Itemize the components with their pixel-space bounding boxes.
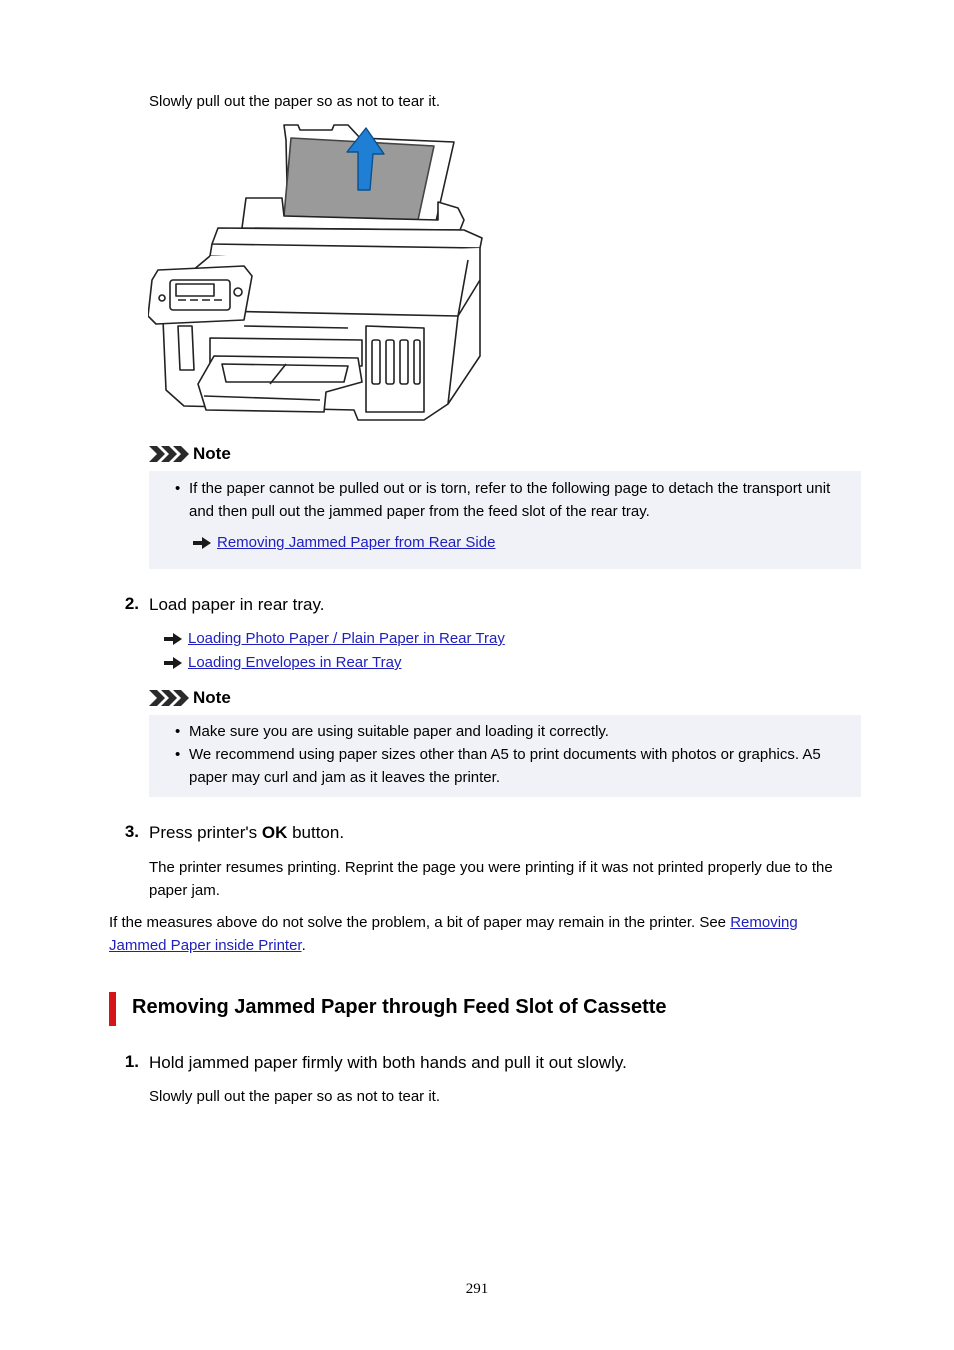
note2-bullet-1: • Make sure you are using suitable paper and loading it correctly. [175, 720, 845, 743]
note-chevrons-icon [149, 690, 189, 706]
note2-header [149, 688, 231, 708]
note2-title: Note [193, 688, 231, 707]
link-loading-photo-paper[interactable]: Loading Photo Paper / Plain Paper in Rear Tray [188, 630, 505, 647]
section-step1-detail: Slowly pull out the paper so as not to tear it. [149, 1088, 440, 1105]
footer-paragraph-text: If the measures above do not solve the problem, a bit of paper may remain in the printer. See [109, 914, 731, 931]
step3-text-before: Press printer's [149, 823, 262, 842]
arrow-right-icon [164, 633, 182, 645]
caption-top: Slowly pull out the paper so as not to tear it. [149, 93, 440, 110]
footer-paragraph [109, 911, 854, 957]
arrow-right-icon [193, 537, 211, 549]
note2-bullet-1-text: Make sure you are using suitable paper and loading it correctly. [189, 723, 609, 740]
section-heading-bar [109, 992, 116, 1026]
note1-bullet: • If the paper cannot be pulled out or is torn, refer to the following page to detach the transport unit and then pull out the jammed paper from the feed slot of the rear tray. [175, 477, 845, 523]
note2-box [149, 715, 861, 797]
link-loading-envelopes[interactable]: Loading Envelopes in Rear Tray [188, 654, 402, 671]
page-number: 291 [465, 1281, 489, 1297]
section-step1-number: 1. [124, 1052, 139, 1071]
step3-text [149, 822, 344, 844]
step2-number: 2. [124, 594, 139, 613]
step2-text: Load paper in rear tray. [149, 595, 325, 614]
link-removing-jammed-paper-inside-printer[interactable]: Removing Jammed Paper inside Printer [109, 914, 798, 954]
section-heading: Removing Jammed Paper through Feed Slot of Cassette [132, 996, 667, 1018]
printer-illustration [148, 120, 484, 425]
section-step1-text: Hold jammed paper firmly with both hands and pull it out slowly. [149, 1053, 627, 1072]
note1-box [149, 471, 861, 569]
step3-text-after: button. [287, 823, 345, 842]
note1-link-row [193, 531, 495, 554]
note1-title: Note [193, 444, 231, 463]
note2-bullet-2-text: We recommend using paper sizes other than A5 to print documents with photos or graphics. A5 paper may curl and jam as it leaves the printer. [189, 746, 821, 786]
note1-bullet-text: If the paper cannot be pulled out or is torn, refer to the following page to detach the transport unit and then pull out the jammed paper from the feed slot of the rear tray. [189, 480, 831, 520]
ok-button-label: OK [261, 823, 288, 842]
step3-number: 3. [124, 822, 139, 841]
note1-header [149, 444, 231, 464]
link-removing-jammed-paper-rear-side[interactable]: Removing Jammed Paper from Rear Side [217, 534, 496, 551]
footer-paragraph-end: . [301, 937, 306, 954]
step3-detail: The printer resumes printing. Reprint the page you were printing if it was not printed properly due to the paper jam. [149, 859, 833, 899]
step2-link-row-2 [164, 651, 401, 674]
step2-link-row-1 [164, 627, 505, 650]
note2-bullet-2: • We recommend using paper sizes other than A5 to print documents with photos or graphics. A5 paper may curl and jam as it leaves the printer. [175, 743, 847, 789]
arrow-right-icon [164, 657, 182, 669]
note-chevrons-icon [149, 446, 189, 462]
